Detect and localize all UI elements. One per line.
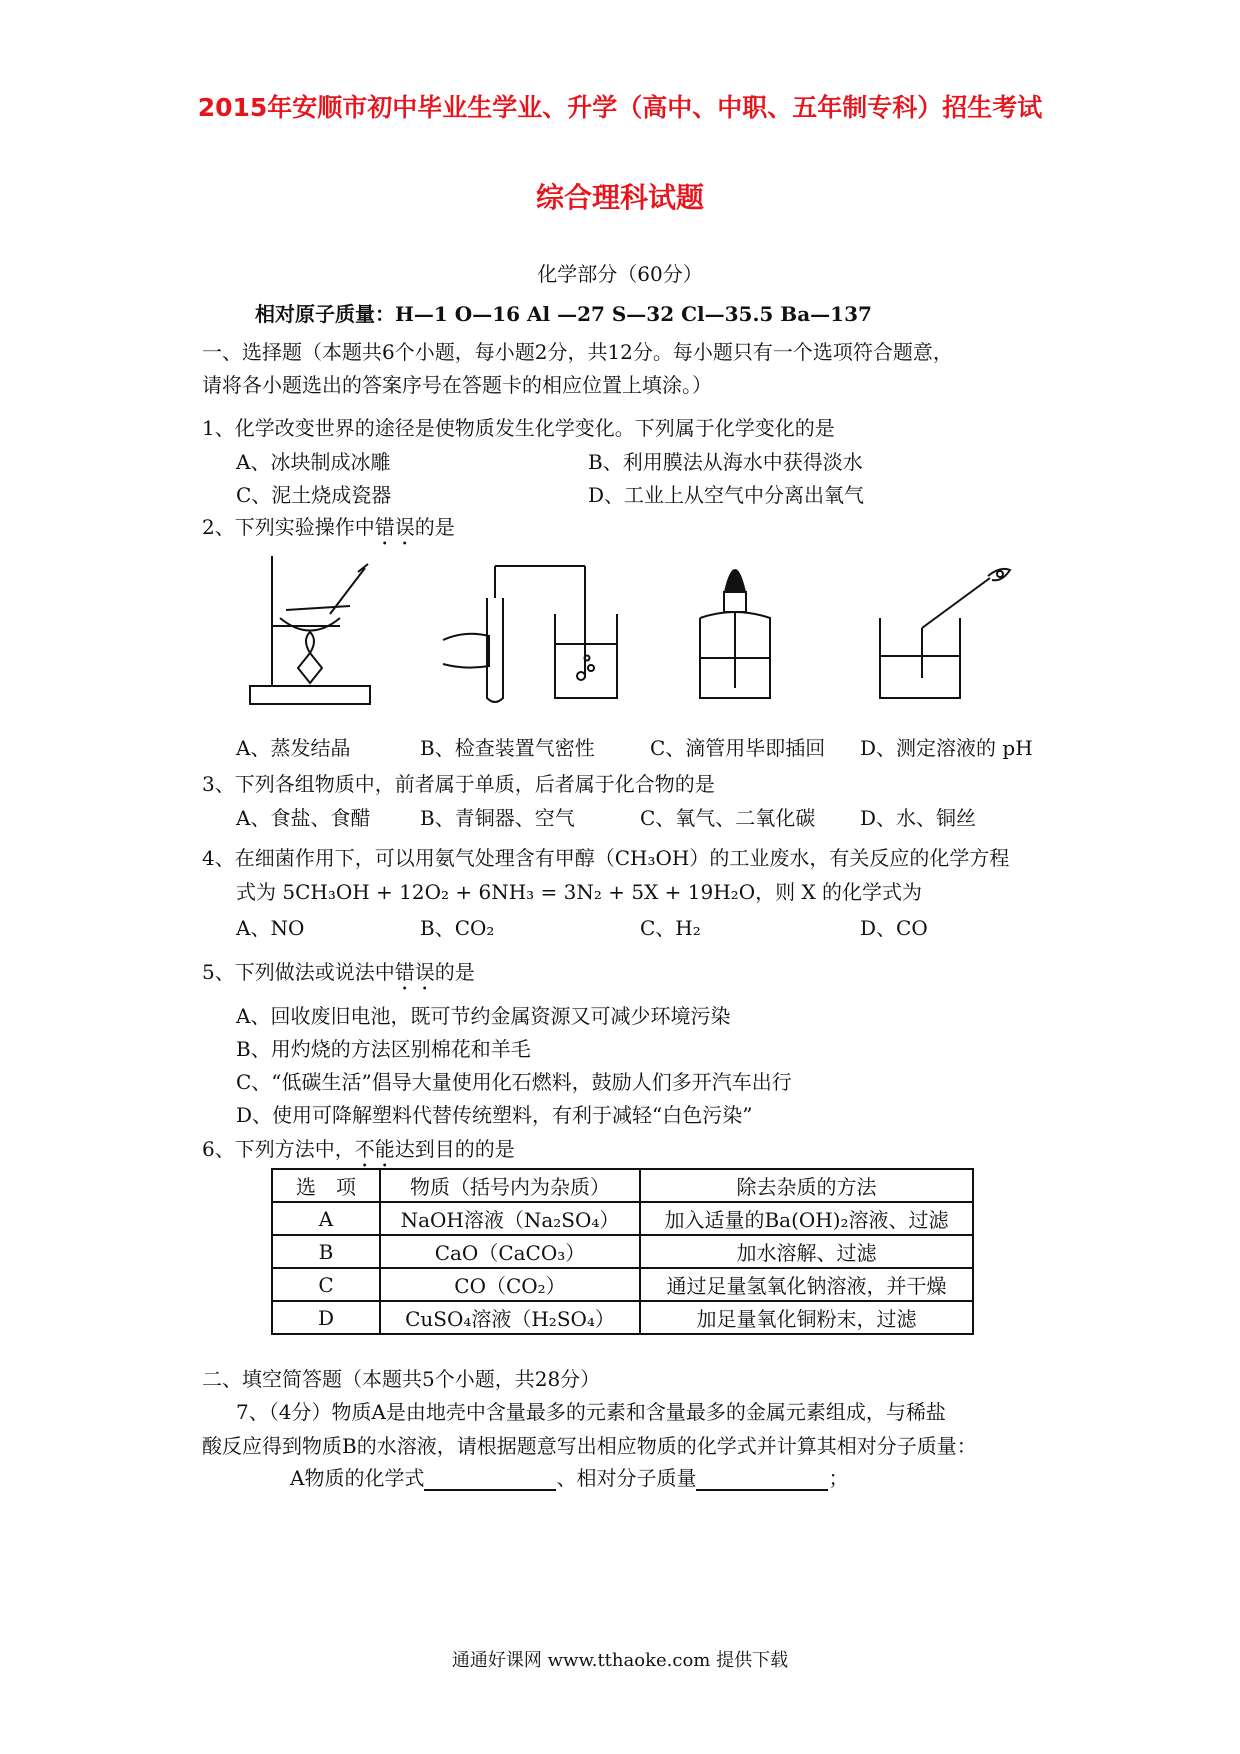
table-header-cell: 选 项 [272,1169,380,1202]
exam-subtitle: 综合理科试题 [535,181,704,214]
formula-blank[interactable] [424,1469,556,1491]
molecular-mass-blank[interactable] [696,1469,828,1491]
table-cell: D [272,1301,380,1334]
table-cell: B [272,1235,380,1268]
table-header-cell: 除去杂质的方法 [640,1169,973,1202]
atomic-masses: 相对原子质量：H—1 O—16 Al —27 S—32 Cl—35.5 Ba—137 [255,302,872,326]
part1-intro-line2: 请将各小题选出的答案序号在答题卡的相应位置上填涂。） [202,373,712,397]
q1-stem: 1、化学改变世界的途径是使物质发生化学变化。下列属于化学变化的是 [202,416,835,440]
table-cell: CuSO₄溶液（H₂SO₄） [380,1301,640,1334]
q3-option-b: B、青铜器、空气 [420,806,575,830]
evaporation-apparatus-figure [240,548,385,708]
q6-stem: 6、下列方法中，不能达到目的的是 [202,1137,515,1161]
footer-credit: 通通好课网 www.tthaoke.com 提供下载 [451,1650,789,1671]
q5-option-d: D、使用可降解塑料代替传统塑料，有利于减轻“白色污染” [236,1103,753,1127]
q7-formula-label: A物质的化学式 [290,1466,425,1490]
q5-option-a: A、回收废旧电池，既可节约金属资源又可减少环境污染 [236,1004,731,1028]
part2-intro: 二、填空简答题（本题共5个小题，共28分） [202,1367,601,1391]
part1-intro-line1: 一、选择题（本题共6个小题，每小题2分，共12分。每小题只有一个选项符合题意， [202,340,953,364]
q3-option-c: C、氧气、二氧化碳 [640,806,816,830]
exam-title: 2015年安顺市初中毕业生学业、升学（高中、中职、五年制专科）招生考试 [197,93,1043,122]
table-cell: 加入适量的Ba(OH)₂溶液、过滤 [640,1202,973,1235]
table-row [272,1202,973,1235]
q4-option-b: B、CO₂ [420,916,495,940]
q2-option-a: A、蒸发结晶 [236,736,351,760]
q2-option-b: B、检查装置气密性 [420,736,595,760]
q5-stem: 5、下列做法或说法中错误的是 [202,960,475,984]
table-cell: CO（CO₂） [380,1268,640,1301]
q4-line1: 4、在细菌作用下，可以用氨气处理含有甲醇（CH₃OH）的工业废水，有关反应的化学方程 [202,846,1010,870]
table-header-row [272,1169,973,1202]
q5-option-c: C、“低碳生活”倡导大量使用化石燃料，鼓励人们多开汽车出行 [236,1070,792,1094]
q5-option-b: B、用灼烧的方法区别棉花和羊毛 [236,1037,531,1061]
table-cell: 通过足量氢氧化钠溶液，并干燥 [640,1268,973,1301]
table-cell: 加足量氧化铜粉末，过滤 [640,1301,973,1334]
table-cell: 加水溶解、过滤 [640,1235,973,1268]
table-cell: C [272,1268,380,1301]
q4-option-c: C、H₂ [640,916,701,940]
q7-line3: A物质的化学式 、相对分子质量 ； [290,1466,849,1490]
q3-option-a: A、食盐、食醋 [236,806,371,830]
q3-stem: 3、下列各组物质中，前者属于单质，后者属于化合物的是 [202,772,715,796]
table-header-cell: 物质（括号内为杂质） [380,1169,640,1202]
q4-option-a: A、NO [236,916,305,940]
q1-option-c: C、泥土烧成瓷器 [236,483,392,507]
q1-option-b: B、利用膜法从海水中获得淡水 [588,450,863,474]
table-cell: NaOH溶液（Na₂SO₄） [380,1202,640,1235]
dropper-bottle-figure [680,548,790,708]
q1-option-d: D、工业上从空气中分离出氧气 [588,483,865,507]
airtightness-check-figure [435,548,625,708]
table-cell: CaO（CaCO₃） [380,1235,640,1268]
q2-stem: 2、下列实验操作中错误的是 [202,515,455,539]
table-row [272,1301,973,1334]
impurity-removal-table [271,1168,974,1335]
table-row [272,1268,973,1301]
q7-mass-label: 、相对分子质量 [556,1466,697,1490]
section-title: 化学部分（60分） [537,262,703,286]
q4-option-d: D、CO [860,916,928,940]
q2-option-d: D、测定溶液的 pH [860,736,1033,760]
q2-option-c: C、滴管用毕即插回 [650,736,826,760]
q1-option-a: A、冰块制成冰雕 [236,450,391,474]
q7-line1: 7、（4分）物质A是由地壳中含量最多的元素和含量最多的金属元素组成，与稀盐 [236,1400,946,1424]
table-cell: A [272,1202,380,1235]
ph-test-figure [850,548,1020,708]
q4-line2: 式为 5CH₃OH + 12O₂ + 6NH₃ = 3N₂ + 5X + 19H₂O，则 X 的化学式为 [236,880,923,904]
table-row [272,1235,973,1268]
q3-option-d: D、水、铜丝 [860,806,977,830]
q7-line2: 酸反应得到物质B的水溶液，请根据题意写出相应物质的化学式并计算其相对分子质量： [202,1434,977,1458]
